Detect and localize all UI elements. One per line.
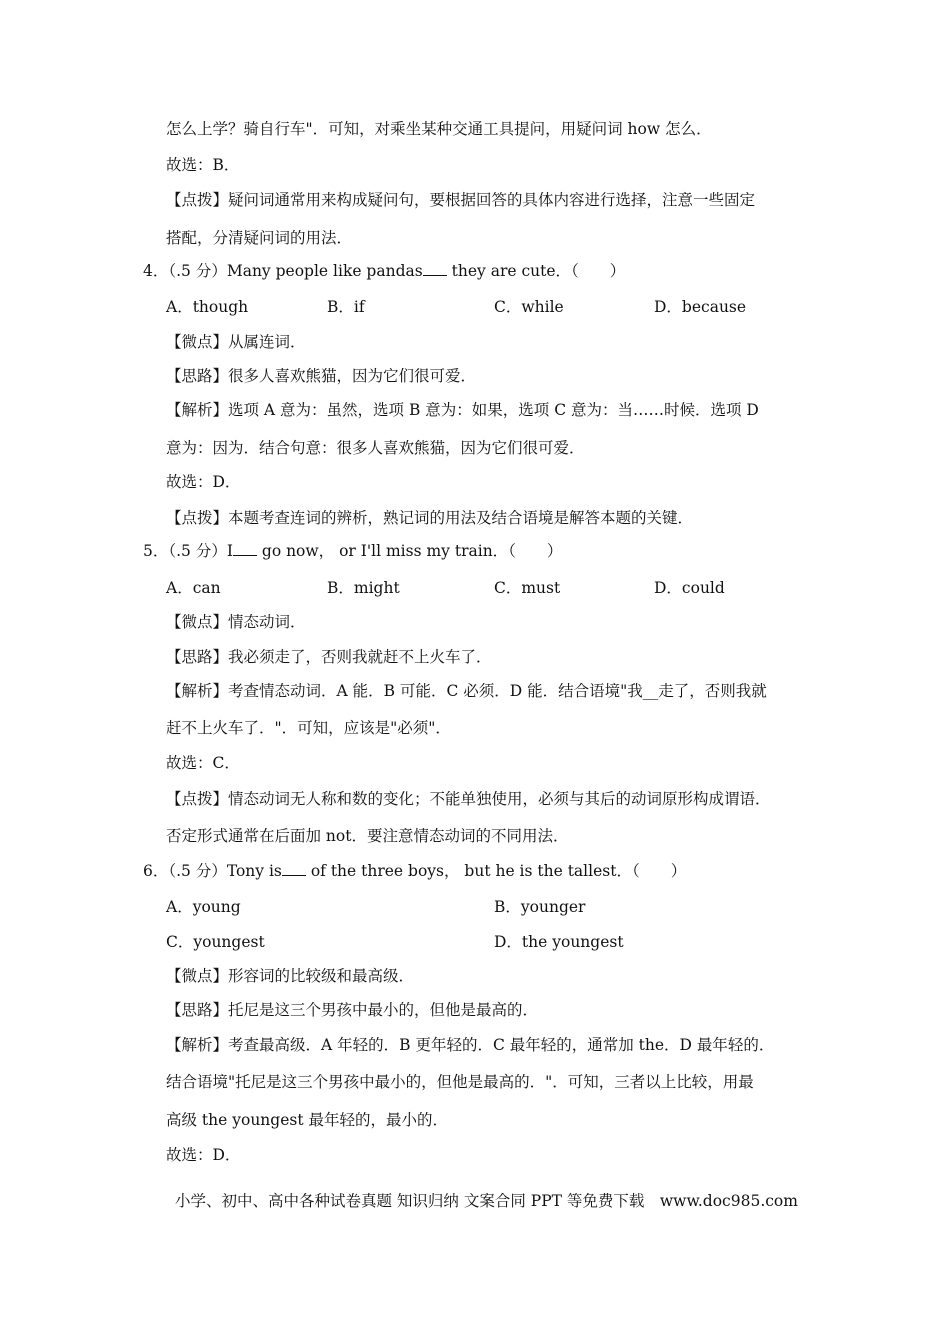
tip-line: 否定形式通常在后面加 not．要注意情态动词的不同用法． xyxy=(166,827,569,845)
option-a: A．can xyxy=(166,579,221,597)
tip-line: 【点拨】本题考查连词的辨析，熟记词的用法及结合语境是解答本题的关键． xyxy=(166,509,694,527)
option-a: A．young xyxy=(166,898,241,916)
option-d: D．the youngest xyxy=(494,933,624,951)
question-stem xyxy=(143,861,686,881)
question-text: of the three boys， but he is the tallest．（ ） xyxy=(305,862,687,880)
jiexi-line: 赶不上火车了．"．可知，应该是"必须"． xyxy=(166,719,451,737)
question-number: 4． xyxy=(143,262,169,280)
page-footer: 小学、初中、高中各种试卷真题 知识归纳 文案合同 PPT 等免费下载 www.doc985.com xyxy=(175,1192,798,1210)
tip-line: 【点拨】情态动词无人称和数的变化；不能单独使用，必须与其后的动词原形构成谓语． xyxy=(166,790,771,808)
weidian-line: 【微点】从属连词． xyxy=(166,333,306,351)
jiexi-line: 【解析】考查情态动词．A 能．B 可能．C 必须．D 能．结合语境"我__走了，否则我就 xyxy=(166,682,767,700)
option-a: A．though xyxy=(166,298,249,316)
option-b: B．might xyxy=(327,579,400,597)
answer-line: 故选：D． xyxy=(166,473,241,491)
question-stem xyxy=(143,261,625,281)
jiexi-line: 高级 the youngest 最年轻的，最小的． xyxy=(166,1111,448,1129)
silu-line: 【思路】很多人喜欢熊猫，因为它们很可爱． xyxy=(166,367,477,385)
option-d: D．because xyxy=(654,298,747,316)
question-text: （.5 分）Tony is xyxy=(168,862,282,880)
weidian-line: 【微点】形容词的比较级和最高级． xyxy=(166,967,415,985)
question-text: go now， or I'll miss my train．（ ） xyxy=(256,542,563,560)
weidian-line: 【微点】情态动词． xyxy=(166,613,306,631)
option-b: B．younger xyxy=(494,898,586,916)
option-c: C．while xyxy=(494,298,564,316)
option-b: B．if xyxy=(327,298,365,316)
answer-line: 故选：C． xyxy=(166,754,240,772)
continuation-text: 怎么上学？骑自行车"．可知，对乘坐某种交通工具提问，用疑问词 how 怎么． xyxy=(166,120,712,138)
answer-line: 故选：D． xyxy=(166,1146,241,1164)
answer-line: 故选：B． xyxy=(166,156,240,174)
question-number: 6． xyxy=(143,862,169,880)
blank xyxy=(282,861,306,876)
silu-line: 【思路】托尼是这三个男孩中最小的，但他是最高的． xyxy=(166,1001,539,1019)
jiexi-line: 意为：因为．结合句意：很多人喜欢熊猫，因为它们很可爱． xyxy=(166,439,585,457)
option-c: C．must xyxy=(494,579,561,597)
option-d: D．could xyxy=(654,579,725,597)
jiexi-line: 【解析】考查最高级．A 年轻的．B 更年轻的．C 最年轻的，通常加 the．D 最年轻的． xyxy=(166,1036,775,1054)
question-text: （.5 分）Many people like pandas xyxy=(168,262,423,280)
question-text: （.5 分）I xyxy=(168,542,233,560)
question-text: they are cute．（ ） xyxy=(446,262,626,280)
tip-line: 【点拨】疑问词通常用来构成疑问句，要根据回答的具体内容进行选择，注意一些固定 xyxy=(166,191,756,209)
silu-line: 【思路】我必须走了，否则我就赶不上火车了． xyxy=(166,648,492,666)
blank xyxy=(233,541,257,556)
jiexi-line: 结合语境"托尼是这三个男孩中最小的，但他是最高的．"．可知，三者以上比较，用最 xyxy=(166,1073,754,1091)
tip-line: 搭配，分清疑问词的用法． xyxy=(166,229,353,247)
jiexi-line: 【解析】选项 A 意为：虽然，选项 B 意为：如果，选项 C 意为：当……时候．选项 D xyxy=(166,401,759,419)
blank xyxy=(423,261,447,276)
option-c: C．youngest xyxy=(166,933,265,951)
question-stem xyxy=(143,541,562,561)
question-number: 5． xyxy=(143,542,169,560)
